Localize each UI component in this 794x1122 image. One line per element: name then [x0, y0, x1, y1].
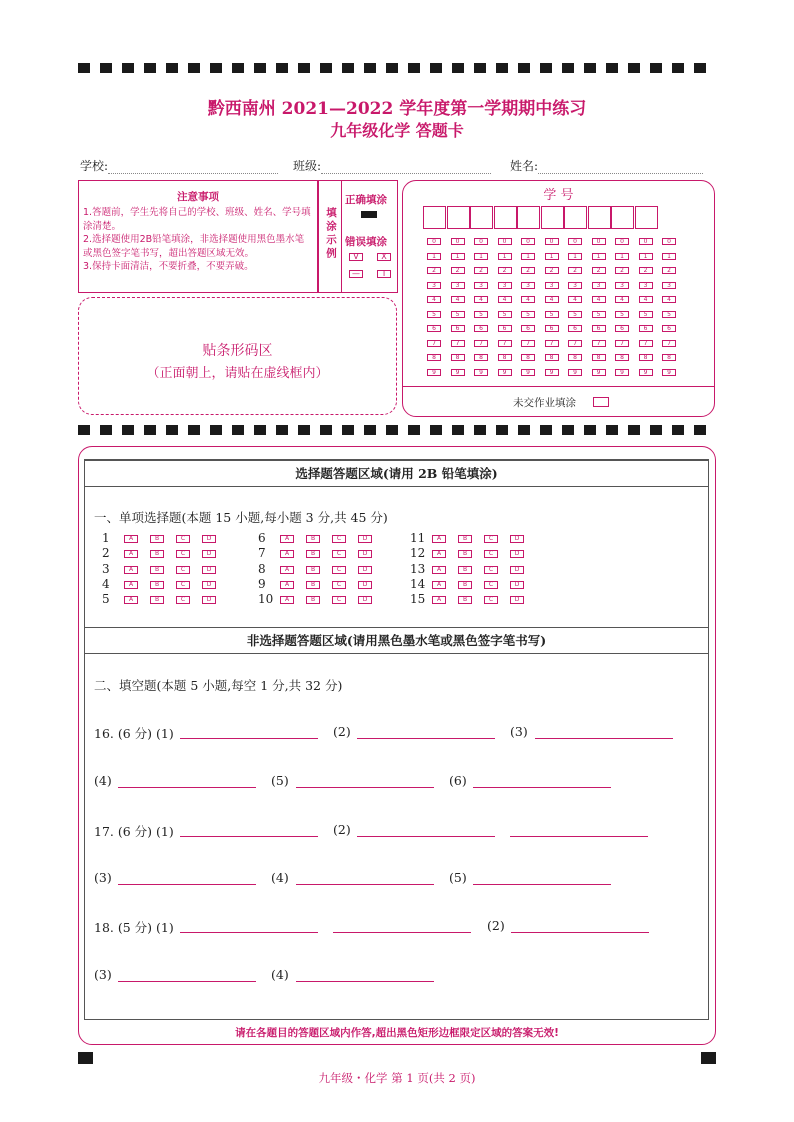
student-id-bubble[interactable]: 3 [427, 282, 441, 289]
absent-bubble[interactable] [593, 397, 609, 407]
choice-bubble[interactable]: C [176, 535, 190, 543]
question-number: 3 [102, 561, 110, 576]
q17-label-2: (2) [333, 822, 351, 837]
student-id-bubble[interactable]: 6 [615, 325, 629, 332]
question-number: 2 [102, 546, 110, 561]
student-id-bubble[interactable]: 5 [662, 311, 676, 318]
student-id-digit-cell[interactable] [517, 206, 540, 229]
q16-blank-3[interactable] [535, 738, 673, 739]
choice-bubble[interactable]: B [150, 566, 164, 574]
student-id-digit-cell[interactable] [447, 206, 470, 229]
choice-bubble[interactable]: D [202, 596, 216, 604]
student-id-bubble[interactable]: 8 [427, 354, 441, 361]
student-id-bubble[interactable]: 2 [427, 267, 441, 274]
student-id-bubble[interactable]: 4 [615, 296, 629, 303]
student-id-bubble[interactable]: 9 [474, 369, 488, 376]
choice-bubble[interactable]: C [484, 550, 498, 558]
student-id-bubble[interactable]: 4 [474, 296, 488, 303]
wrong-fill-bar-icon: I [377, 270, 391, 278]
student-id-bubble[interactable]: 9 [568, 369, 582, 376]
question-number: 11 [410, 531, 426, 545]
question-number: 13 [410, 561, 426, 576]
choice-bubble[interactable]: C [484, 596, 498, 604]
student-id-bubble[interactable]: 7 [662, 340, 676, 347]
q16-blank-4[interactable] [118, 787, 256, 788]
student-id-bubble[interactable]: 6 [639, 325, 653, 332]
student-id-bubble[interactable]: 4 [451, 296, 465, 303]
student-id-bubble[interactable]: 0 [568, 238, 582, 245]
choice-bubble[interactable]: A [432, 566, 446, 574]
q17-blank-3[interactable] [118, 884, 256, 885]
choice-bubble[interactable]: D [358, 566, 372, 574]
choice-bubble[interactable]: A [280, 581, 294, 589]
choice-bubble[interactable]: B [306, 550, 320, 558]
q17-blank-1[interactable] [180, 836, 318, 837]
corner-mark-left [78, 1052, 93, 1064]
choice-bubble[interactable]: C [332, 550, 346, 558]
choice-bubble[interactable]: A [280, 535, 294, 543]
student-id-bubble[interactable]: 4 [427, 296, 441, 303]
student-id-bubble[interactable]: 8 [592, 354, 606, 361]
choice-part-title: 一、单项选择题(本题 15 小题,每小题 3 分,共 45 分) [94, 510, 388, 525]
student-id-digit-cell[interactable] [423, 206, 446, 229]
barcode-area [78, 297, 397, 415]
choice-bubble[interactable]: D [358, 596, 372, 604]
notes-title: 注意事项 [177, 191, 219, 203]
choice-bubble[interactable]: A [280, 566, 294, 574]
choice-bubble[interactable]: A [124, 581, 138, 589]
student-id-bubble[interactable]: 2 [592, 267, 606, 274]
choice-bubble[interactable]: D [202, 550, 216, 558]
student-id-digit-cell[interactable] [494, 206, 517, 229]
q16-blank-6[interactable] [473, 787, 611, 788]
student-id-bubble[interactable]: 0 [545, 238, 559, 245]
student-id-bubble[interactable]: 1 [639, 253, 653, 260]
wrong-fill-label: 错误填涂 [345, 236, 387, 248]
student-id-bubble[interactable]: 5 [615, 311, 629, 318]
student-id-bubble[interactable]: 1 [474, 253, 488, 260]
student-id-bubble[interactable]: 4 [545, 296, 559, 303]
top-timing-marks [78, 63, 716, 73]
student-id-bubble[interactable]: 0 [639, 238, 653, 245]
student-id-box [402, 180, 715, 417]
answer-inner-frame [84, 459, 709, 1020]
correct-fill-label: 正确填涂 [345, 194, 387, 206]
choice-bubble[interactable]: B [150, 596, 164, 604]
q16-label-6: (6) [449, 773, 467, 788]
question-number: 9 [258, 576, 266, 591]
choice-bubble[interactable]: D [510, 535, 524, 543]
student-id-bubble[interactable]: 6 [568, 325, 582, 332]
student-id-bubble[interactable]: 9 [592, 369, 606, 376]
question-number: 12 [410, 546, 426, 561]
student-id-bubble[interactable]: 2 [615, 267, 629, 274]
student-id-bubble[interactable]: 7 [451, 340, 465, 347]
choice-bubble[interactable]: D [510, 581, 524, 589]
q16-blank-1[interactable] [180, 738, 318, 739]
student-id-bubble[interactable]: 6 [427, 325, 441, 332]
choice-bubble[interactable]: A [432, 550, 446, 558]
choice-bubble[interactable]: C [332, 581, 346, 589]
student-id-bubble[interactable]: 2 [451, 267, 465, 274]
student-id-bubble[interactable]: 4 [639, 296, 653, 303]
answer-warning: 请在各题目的答题区域内作答,超出黑色矩形边框限定区域的答案无效! [235, 1027, 559, 1039]
choice-bubble[interactable]: D [202, 535, 216, 543]
note-item: 1.答题前，学生先将自己的学校、班级、姓名、学号填涂清楚。 [83, 207, 311, 232]
student-id-bubble[interactable]: 7 [521, 340, 535, 347]
q16-stem: 16. (6 分) (1) [94, 726, 174, 741]
student-id-bubble[interactable]: 5 [521, 311, 535, 318]
student-id-bubble[interactable]: 6 [474, 325, 488, 332]
note-item: 3.保持卡面清洁，不要折叠，不要弄破。 [83, 261, 254, 272]
student-id-bubble[interactable]: 8 [615, 354, 629, 361]
student-id-bubble[interactable]: 8 [639, 354, 653, 361]
choice-bubble[interactable]: C [484, 581, 498, 589]
fill-example-label: 填涂示例 [325, 207, 337, 261]
student-id-bubble[interactable]: 4 [662, 296, 676, 303]
student-id-bubble[interactable]: 8 [451, 354, 465, 361]
choice-bubble[interactable]: A [124, 566, 138, 574]
q16-blank-2[interactable] [357, 738, 495, 739]
student-id-bubble[interactable]: 9 [451, 369, 465, 376]
student-id-bubble[interactable]: 0 [521, 238, 535, 245]
student-id-bubble[interactable]: 4 [592, 296, 606, 303]
note-item: 2.选择题使用2B铅笔填涂，非选择题使用黑色墨水笔或黑色签字笔书写，超出答题区域无效。 [83, 234, 305, 259]
student-id-bubble[interactable]: 7 [474, 340, 488, 347]
student-id-digit-cell[interactable] [541, 206, 564, 229]
q18-label-3: (3) [94, 967, 112, 982]
student-id-digit-cell[interactable] [588, 206, 611, 229]
choice-bubble[interactable]: A [432, 596, 446, 604]
student-id-bubble[interactable]: 4 [498, 296, 512, 303]
page-footer: 九年级・化学 第 1 页(共 2 页) [318, 1071, 476, 1085]
student-id-bubble[interactable]: 3 [639, 282, 653, 289]
choice-bubble[interactable]: C [176, 566, 190, 574]
student-id-bubble[interactable]: 9 [639, 369, 653, 376]
student-id-bubble[interactable]: 9 [498, 369, 512, 376]
student-id-bubble[interactable]: 1 [615, 253, 629, 260]
student-id-bubble[interactable]: 0 [592, 238, 606, 245]
student-id-bubble[interactable]: 0 [474, 238, 488, 245]
student-id-bubble[interactable]: 8 [521, 354, 535, 361]
question-number: 8 [258, 561, 266, 576]
student-id-bubble[interactable]: 5 [568, 311, 582, 318]
student-id-bubble[interactable]: 2 [474, 267, 488, 274]
student-id-bubble[interactable]: 0 [662, 238, 676, 245]
choice-bubble[interactable]: B [458, 581, 472, 589]
choice-bubble[interactable]: D [510, 596, 524, 604]
q18-blank-2[interactable] [511, 932, 649, 933]
student-id-bubble[interactable]: 8 [545, 354, 559, 361]
choice-bubble[interactable]: B [150, 535, 164, 543]
student-id-bubble[interactable]: 7 [427, 340, 441, 347]
student-id-bubble[interactable]: 4 [521, 296, 535, 303]
choice-bubble[interactable]: B [306, 596, 320, 604]
student-id-bubble[interactable]: 6 [521, 325, 535, 332]
student-id-bubble[interactable]: 5 [592, 311, 606, 318]
student-id-bubble[interactable]: 3 [545, 282, 559, 289]
student-id-bubble[interactable]: 7 [639, 340, 653, 347]
fill-example-box [318, 180, 398, 293]
student-id-bubble[interactable]: 7 [568, 340, 582, 347]
student-id-bubble[interactable]: 6 [498, 325, 512, 332]
choice-bubble[interactable]: D [358, 550, 372, 558]
question-number: 6 [258, 531, 266, 545]
student-id-digit-cell[interactable] [611, 206, 634, 229]
choice-bubble[interactable]: D [358, 535, 372, 543]
student-id-bubble[interactable]: 1 [592, 253, 606, 260]
choice-bubble[interactable]: C [176, 596, 190, 604]
question-number: 14 [410, 576, 426, 591]
q17-blank-2[interactable] [357, 836, 495, 837]
student-id-bubble[interactable]: 7 [498, 340, 512, 347]
student-id-bubble[interactable]: 3 [474, 282, 488, 289]
student-id-bubble[interactable]: 0 [427, 238, 441, 245]
student-id-bubble[interactable]: 1 [662, 253, 676, 260]
student-id-bubble[interactable]: 2 [498, 267, 512, 274]
choice-section-header: 选择题答题区域(请用 2B 铅笔填涂) [84, 460, 709, 487]
student-id-bubble[interactable]: 8 [498, 354, 512, 361]
q16-blank-5[interactable] [296, 787, 434, 788]
student-id-bubble[interactable]: 3 [521, 282, 535, 289]
choice-bubble[interactable]: A [124, 550, 138, 558]
name-label: 姓名: [510, 159, 539, 173]
choice-bubble[interactable]: D [202, 566, 216, 574]
fill-part-title: 二、填空题(本题 5 小题,每空 1 分,共 32 分) [94, 678, 343, 693]
q18-stem: 18. (5 分) (1) [94, 920, 174, 935]
student-id-bubble[interactable]: 0 [498, 238, 512, 245]
student-id-bubble[interactable]: 1 [427, 253, 441, 260]
school-label: 学校: [80, 159, 109, 173]
choice-bubble[interactable]: B [150, 550, 164, 558]
q17-blank-extra[interactable] [510, 836, 648, 837]
student-id-bubble[interactable]: 5 [498, 311, 512, 318]
student-id-bubble[interactable]: 1 [451, 253, 465, 260]
choice-bubble[interactable]: B [306, 535, 320, 543]
student-id-bubble[interactable]: 3 [568, 282, 582, 289]
choice-bubble[interactable]: D [510, 550, 524, 558]
q17-label-3: (3) [94, 870, 112, 885]
choice-bubble[interactable]: C [176, 550, 190, 558]
choice-bubble[interactable]: B [458, 596, 472, 604]
choice-bubble[interactable]: A [124, 596, 138, 604]
choice-bubble[interactable]: A [124, 535, 138, 543]
q17-label-5: (5) [449, 870, 467, 885]
student-id-bubble[interactable]: 9 [521, 369, 535, 376]
student-id-bubble[interactable]: 7 [545, 340, 559, 347]
corner-mark-right [701, 1052, 716, 1064]
student-id-digit-cell[interactable] [635, 206, 658, 229]
choice-bubble[interactable]: C [484, 535, 498, 543]
q17-blank-4[interactable] [296, 884, 434, 885]
student-id-bubble[interactable]: 7 [615, 340, 629, 347]
q16-label-3: (3) [510, 724, 528, 739]
student-id-bubble[interactable]: 6 [592, 325, 606, 332]
q16-label-2: (2) [333, 724, 351, 739]
notes-list [79, 204, 317, 274]
student-id-bubble[interactable]: 2 [545, 267, 559, 274]
student-id-bubble[interactable]: 3 [662, 282, 676, 289]
q17-blank-5[interactable] [473, 884, 611, 885]
page-title: 黔西南州 2021—2022 学年度第一学期期中练习 [207, 99, 587, 119]
q18-blank-3[interactable] [118, 981, 256, 982]
choice-bubble[interactable]: A [280, 550, 294, 558]
student-id-bubble[interactable]: 2 [521, 267, 535, 274]
choice-bubble[interactable]: C [176, 581, 190, 589]
wrong-fill-check-icon: V [349, 253, 363, 261]
middle-timing-marks [78, 425, 716, 435]
question-number: 15 [410, 592, 426, 607]
q16-label-5: (5) [271, 773, 289, 788]
choice-bubble[interactable]: D [358, 581, 372, 589]
barcode-hint: （正面朝上，请贴在虚线框内） [146, 366, 329, 381]
student-id-bubble[interactable]: 3 [498, 282, 512, 289]
choice-bubble[interactable]: C [332, 566, 346, 574]
choice-bubble[interactable]: D [510, 566, 524, 574]
student-id-bubble[interactable]: 9 [545, 369, 559, 376]
choice-bubble[interactable]: A [432, 535, 446, 543]
student-id-bubble[interactable]: 1 [568, 253, 582, 260]
choice-bubble[interactable]: A [432, 581, 446, 589]
choice-bubble[interactable]: C [332, 535, 346, 543]
q18-label-4: (4) [271, 967, 289, 982]
student-id-bubble[interactable]: 9 [662, 369, 676, 376]
student-id-bubble[interactable]: 2 [662, 267, 676, 274]
class-field[interactable] [293, 157, 491, 174]
q17-label-4: (4) [271, 870, 289, 885]
student-id-bubble[interactable]: 8 [662, 354, 676, 361]
student-id-bubble[interactable]: 0 [451, 238, 465, 245]
notes-box [78, 180, 318, 293]
choice-bubble[interactable]: C [484, 566, 498, 574]
page-subtitle: 九年级化学 答题卡 [330, 121, 464, 140]
student-id-bubble[interactable]: 1 [545, 253, 559, 260]
correct-fill-sample [361, 211, 377, 218]
wrong-fill-dash-icon: — [349, 270, 363, 278]
q17-stem: 17. (6 分) (1) [94, 824, 174, 839]
q18-blank-4[interactable] [296, 981, 434, 982]
question-number: 5 [102, 592, 110, 607]
choice-bubble[interactable]: D [202, 581, 216, 589]
q18-blank-1b[interactable] [333, 932, 471, 933]
student-id-bubble[interactable]: 5 [427, 311, 441, 318]
q18-blank-1[interactable] [180, 932, 318, 933]
student-id-bubble[interactable]: 2 [568, 267, 582, 274]
choice-bubble[interactable]: B [458, 566, 472, 574]
student-id-bubble[interactable]: 9 [615, 369, 629, 376]
choice-bubble[interactable]: B [306, 566, 320, 574]
student-id-bubble[interactable]: 0 [615, 238, 629, 245]
question-number: 4 [102, 576, 110, 591]
choice-bubble[interactable]: B [306, 581, 320, 589]
choice-bubble[interactable]: B [150, 581, 164, 589]
student-id-bubble[interactable]: 1 [498, 253, 512, 260]
choice-bubble[interactable]: B [458, 535, 472, 543]
student-id-bubble[interactable]: 8 [474, 354, 488, 361]
student-id-digit-cell[interactable] [564, 206, 587, 229]
choice-bubble[interactable]: C [332, 596, 346, 604]
choice-bubble[interactable]: A [280, 596, 294, 604]
barcode-title: 贴条形码区 [202, 343, 273, 359]
question-number: 10 [258, 592, 274, 607]
student-id-bubble[interactable]: 7 [592, 340, 606, 347]
absent-label: 未交作业填涂 [513, 397, 576, 409]
question-number: 7 [258, 546, 266, 561]
name-field[interactable] [510, 157, 703, 174]
student-id-bubble[interactable]: 6 [545, 325, 559, 332]
student-id-bubble[interactable]: 3 [615, 282, 629, 289]
student-id-bubble[interactable]: 8 [568, 354, 582, 361]
student-id-bubble[interactable]: 5 [451, 311, 465, 318]
q16-label-4: (4) [94, 773, 112, 788]
student-id-bubble[interactable]: 2 [639, 267, 653, 274]
choice-bubble[interactable]: B [458, 550, 472, 558]
non-choice-section-header: 非选择题答题区域(请用黑色墨水笔或黑色签字笔书写) [84, 627, 709, 654]
student-id-bubble[interactable]: 9 [427, 369, 441, 376]
student-id-bubble[interactable]: 5 [545, 311, 559, 318]
student-id-label: 学 号 [543, 188, 574, 203]
student-id-bubble[interactable]: 3 [451, 282, 465, 289]
question-number: 1 [102, 531, 110, 545]
student-id-bubble[interactable]: 5 [639, 311, 653, 318]
student-id-bubble[interactable]: 6 [451, 325, 465, 332]
student-id-bubble[interactable]: 3 [592, 282, 606, 289]
student-id-bubble[interactable]: 6 [662, 325, 676, 332]
school-field[interactable] [80, 157, 278, 174]
student-id-bubble[interactable]: 4 [568, 296, 582, 303]
student-id-bubble[interactable]: 5 [474, 311, 488, 318]
student-id-digit-cell[interactable] [470, 206, 493, 229]
class-label: 班级: [293, 159, 322, 173]
student-id-bubble[interactable]: 1 [521, 253, 535, 260]
wrong-fill-cross-icon: X [377, 253, 391, 261]
q18-label-2: (2) [487, 918, 505, 933]
